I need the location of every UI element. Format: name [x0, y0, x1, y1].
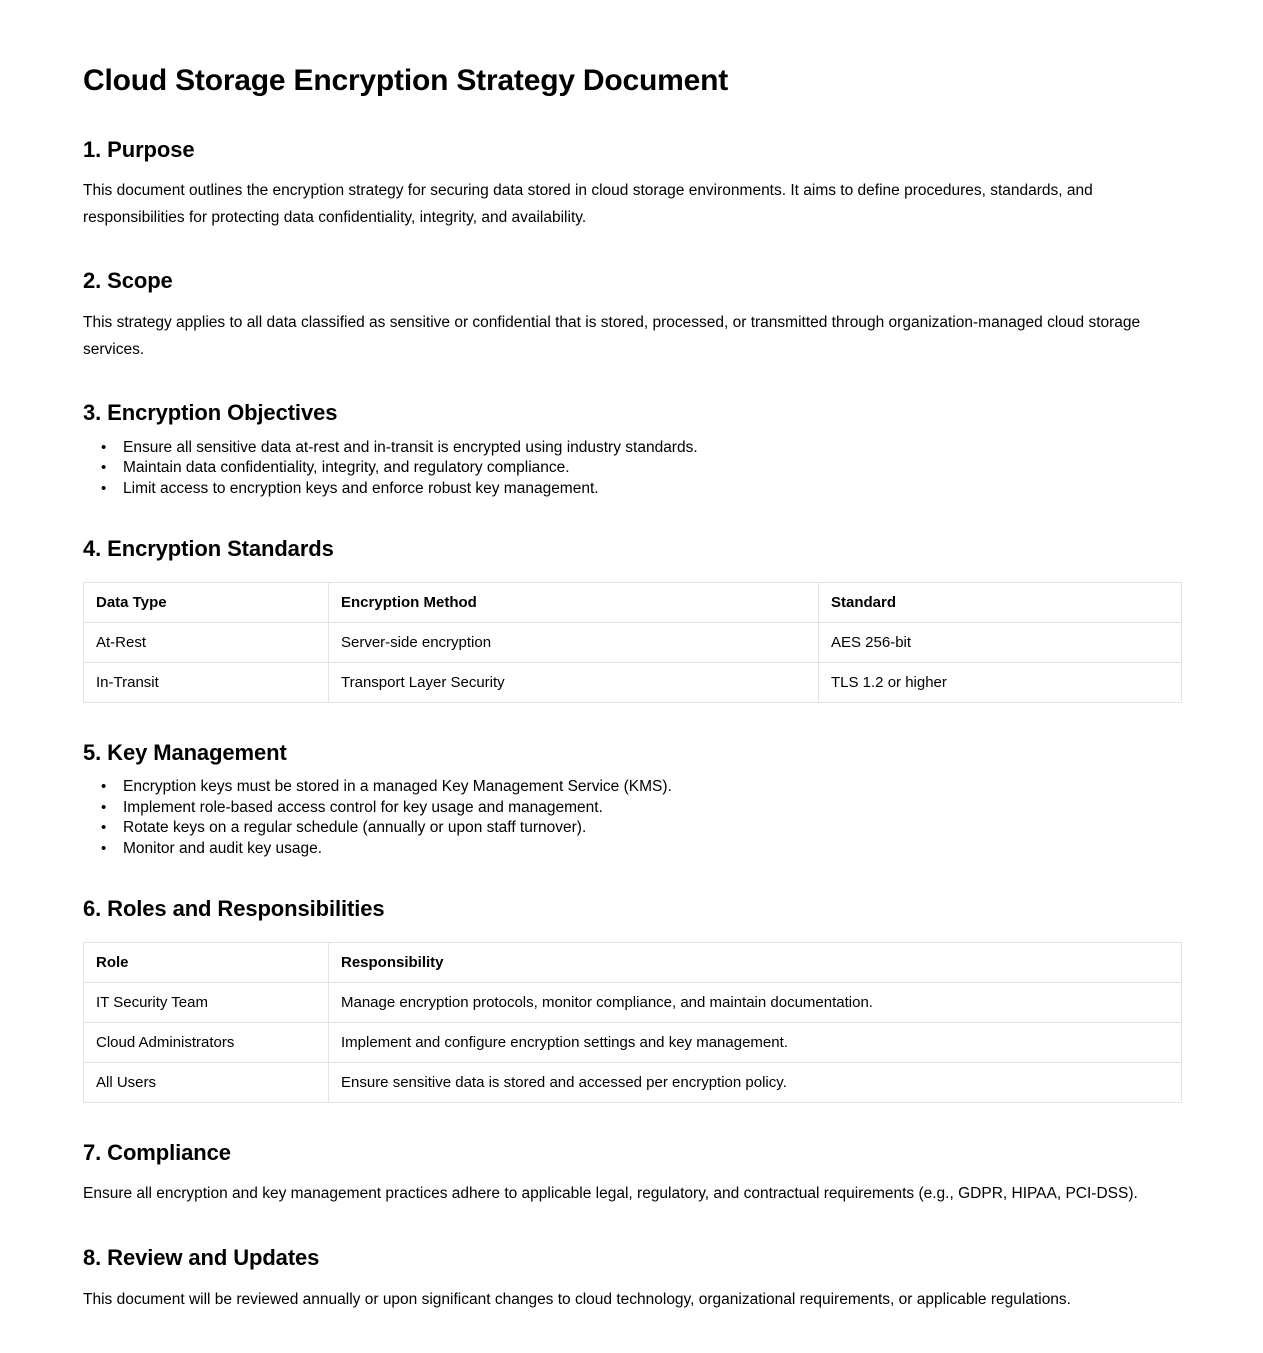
cell-standard: TLS 1.2 or higher: [819, 662, 1182, 702]
key-management-list: [83, 767, 1180, 859]
cell-encryption-method: Server-side encryption: [329, 622, 819, 662]
section-compliance: [83, 1103, 1180, 1208]
cell-standard: AES 256-bit: [819, 622, 1182, 662]
cell-responsibility: Manage encryption protocols, monitor compliance, and maintain documentation.: [329, 982, 1182, 1022]
table-row: [84, 662, 1182, 702]
roles-responsibilities-table: [83, 942, 1182, 1103]
paragraph-purpose: This document outlines the encryption strategy for securing data stored in cloud storage environments. It aims to define procedures, standards, and responsibilities for protecting data confidentiality, integrity, and availability.: [83, 182, 1093, 226]
paragraph-scope: This strategy applies to all data classified as sensitive or confidential that is stored, processed, or transmitted through organization-managed cloud storage services.: [83, 314, 1141, 358]
list-item: • Monitor and audit key usage.: [111, 839, 1180, 859]
paragraph-review-and-updates: This document will be reviewed annually or upon significant changes to cloud technology, organizational requirements, or applicable regulations.: [83, 1290, 1071, 1308]
table-row: [84, 982, 1182, 1022]
section-purpose: [83, 100, 1180, 232]
cell-role: Cloud Administrators: [84, 1022, 329, 1062]
section-review-and-updates: [83, 1208, 1180, 1313]
objectives-list: [83, 428, 1180, 499]
cell-role: All Users: [84, 1062, 329, 1102]
column-header-data-type: Data Type: [84, 582, 329, 622]
cell-responsibility: Implement and configure encryption settings and key management.: [329, 1022, 1182, 1062]
section-heading-roles-and-responsibilities: 6. Roles and Responsibilities: [83, 896, 385, 922]
section-heading-compliance: 7. Compliance: [83, 1139, 231, 1165]
section-heading-scope: 2. Scope: [83, 268, 173, 294]
table-header-row: [84, 942, 1182, 982]
column-header-standard: Standard: [819, 582, 1182, 622]
table-row: [84, 1022, 1182, 1062]
list-item: • Implement role-based access control for key usage and management.: [111, 798, 1180, 818]
section-roles-and-responsibilities: [83, 859, 1180, 1103]
list-item: • Maintain data confidentiality, integrity, and regulatory compliance.: [111, 458, 1180, 478]
encryption-standards-table: [83, 582, 1182, 703]
cell-encryption-method: Transport Layer Security: [329, 662, 819, 702]
cell-data-type: In-Transit: [84, 662, 329, 702]
list-item: • Encryption keys must be stored in a managed Key Management Service (KMS).: [111, 777, 1180, 797]
column-header-responsibility: Responsibility: [329, 942, 1182, 982]
section-heading-encryption-standards: 4. Encryption Standards: [83, 536, 334, 562]
section-encryption-objectives: [83, 363, 1180, 499]
section-encryption-standards: [83, 499, 1180, 703]
column-header-encryption-method: Encryption Method: [329, 582, 819, 622]
table-header-row: [84, 582, 1182, 622]
list-item: • Ensure all sensitive data at-rest and in-transit is encrypted using industry standards.: [111, 438, 1180, 458]
section-heading-encryption-objectives: 3. Encryption Objectives: [83, 400, 338, 426]
list-item: • Rotate keys on a regular schedule (annually or upon staff turnover).: [111, 818, 1180, 838]
page-title: Cloud Storage Encryption Strategy Document: [83, 64, 729, 97]
cell-role: IT Security Team: [84, 982, 329, 1022]
cell-data-type: At-Rest: [84, 622, 329, 662]
section-key-management: [83, 703, 1180, 859]
section-heading-review-and-updates: 8. Review and Updates: [83, 1245, 320, 1271]
cell-responsibility: Ensure sensitive data is stored and accessed per encryption policy.: [329, 1062, 1182, 1102]
column-header-role: Role: [84, 942, 329, 982]
section-heading-key-management: 5. Key Management: [83, 739, 287, 765]
list-item: • Limit access to encryption keys and enforce robust key management.: [111, 479, 1180, 499]
table-row: [84, 622, 1182, 662]
section-heading-purpose: 1. Purpose: [83, 136, 195, 162]
paragraph-compliance: Ensure all encryption and key management practices adhere to applicable legal, regulatory, and contractual requirements (e.g., GDPR, HIPAA, PCI-DSS).: [83, 1185, 1138, 1203]
section-scope: [83, 231, 1180, 363]
table-row: [84, 1062, 1182, 1102]
